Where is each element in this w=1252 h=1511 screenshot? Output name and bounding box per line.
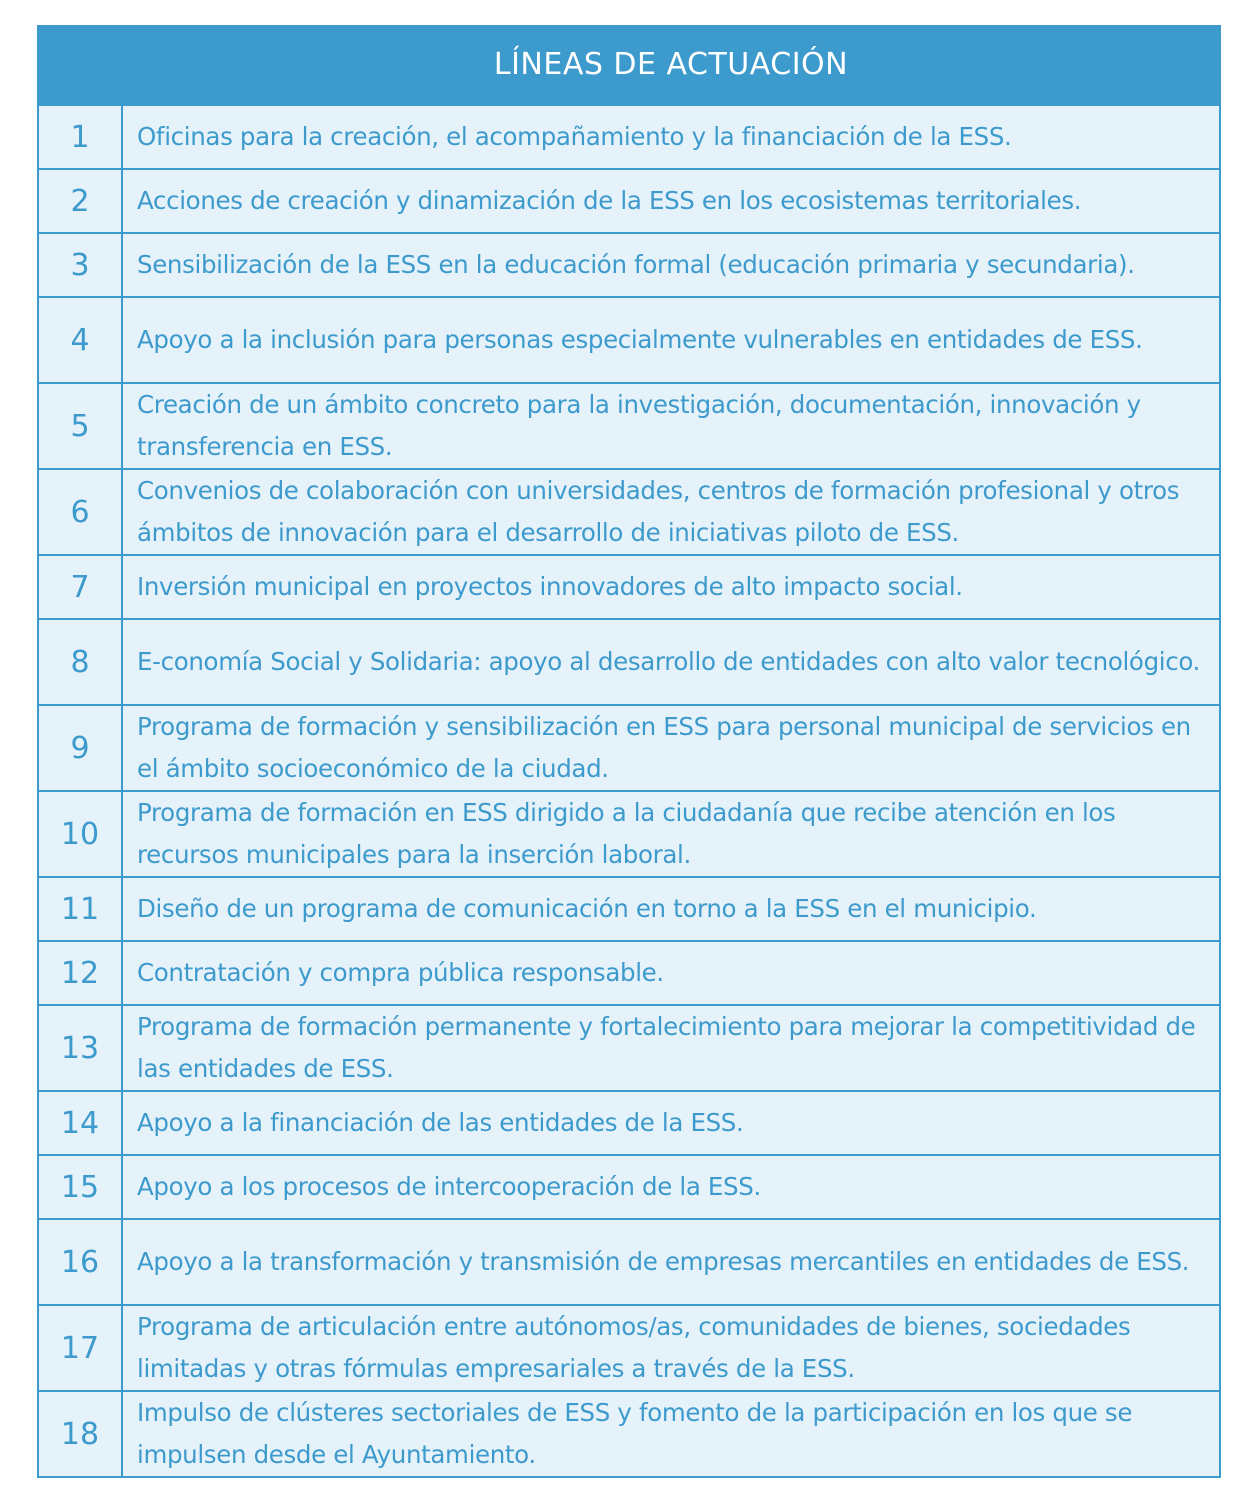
row-number: 7 [38, 555, 122, 619]
table-row [38, 1305, 1220, 1391]
table-row [38, 1155, 1220, 1219]
table-row [38, 105, 1220, 169]
row-text: E-conomía Social y Solidaria: apoyo al desarrollo de entidades con alto valor tecnológico. [122, 619, 1220, 705]
row-text: Programa de formación y sensibilización en ESS para personal municipal de servicios en el ámbito socioeconómico de la ciudad. [122, 705, 1220, 791]
row-number: 1 [38, 105, 122, 169]
row-text: Contratación y compra pública responsable. [122, 941, 1220, 1005]
table-row [38, 383, 1220, 469]
row-number: 10 [38, 791, 122, 877]
row-text: Acciones de creación y dinamización de la ESS en los ecosistemas territoriales. [122, 169, 1220, 233]
row-number: 13 [38, 1005, 122, 1091]
table-row [38, 877, 1220, 941]
row-number: 14 [38, 1091, 122, 1155]
row-text: Programa de articulación entre autónomos/as, comunidades de bienes, sociedades limitadas y otras fórmulas empresariales a través de la ESS. [122, 1305, 1220, 1391]
table-row [38, 1391, 1220, 1477]
row-text: Impulso de clústeres sectoriales de ESS y fomento de la participación en los que se impulsen desde el Ayuntamiento. [122, 1391, 1220, 1477]
table-row [38, 941, 1220, 1005]
row-text: Apoyo a los procesos de intercooperación de la ESS. [122, 1155, 1220, 1219]
table-row [38, 705, 1220, 791]
table-header: LÍNEAS DE ACTUACIÓN [37, 25, 1221, 104]
row-number: 5 [38, 383, 122, 469]
row-text: Programa de formación permanente y fortalecimiento para mejorar la competitividad de las entidades de ESS. [122, 1005, 1220, 1091]
row-text: Diseño de un programa de comunicación en torno a la ESS en el municipio. [122, 877, 1220, 941]
row-text: Inversión municipal en proyectos innovadores de alto impacto social. [122, 555, 1220, 619]
row-number: 8 [38, 619, 122, 705]
row-text: Apoyo a la financiación de las entidades de la ESS. [122, 1091, 1220, 1155]
row-number: 4 [38, 297, 122, 383]
row-number: 12 [38, 941, 122, 1005]
row-text: Convenios de colaboración con universidades, centros de formación profesional y otros ámbitos de innovación para el desarrollo de iniciativas piloto de ESS. [122, 469, 1220, 555]
table-row [38, 1219, 1220, 1305]
row-text: Creación de un ámbito concreto para la investigación, documentación, innovación y transferencia en ESS. [122, 383, 1220, 469]
table-row [38, 555, 1220, 619]
table-row [38, 1091, 1220, 1155]
row-number: 16 [38, 1219, 122, 1305]
row-number: 15 [38, 1155, 122, 1219]
row-text: Apoyo a la inclusión para personas especialmente vulnerables en entidades de ESS. [122, 297, 1220, 383]
table-row [38, 297, 1220, 383]
table-row [38, 1005, 1220, 1091]
row-number: 2 [38, 169, 122, 233]
table-row [38, 619, 1220, 705]
row-number: 6 [38, 469, 122, 555]
row-text: Apoyo a la transformación y transmisión de empresas mercantiles en entidades de ESS. [122, 1219, 1220, 1305]
table-row [38, 233, 1220, 297]
row-text: Sensibilización de la ESS en la educación formal (educación primaria y secundaria). [122, 233, 1220, 297]
row-number: 9 [38, 705, 122, 791]
table-row [38, 791, 1220, 877]
table-body [37, 104, 1221, 1478]
action-lines-table [37, 25, 1221, 1478]
table-row [38, 469, 1220, 555]
row-text: Programa de formación en ESS dirigido a la ciudadanía que recibe atención en los recursos municipales para la inserción laboral. [122, 791, 1220, 877]
row-number: 11 [38, 877, 122, 941]
row-number: 3 [38, 233, 122, 297]
row-text: Oficinas para la creación, el acompañamiento y la financiación de la ESS. [122, 105, 1220, 169]
row-number: 17 [38, 1305, 122, 1391]
row-number: 18 [38, 1391, 122, 1477]
table-row [38, 169, 1220, 233]
